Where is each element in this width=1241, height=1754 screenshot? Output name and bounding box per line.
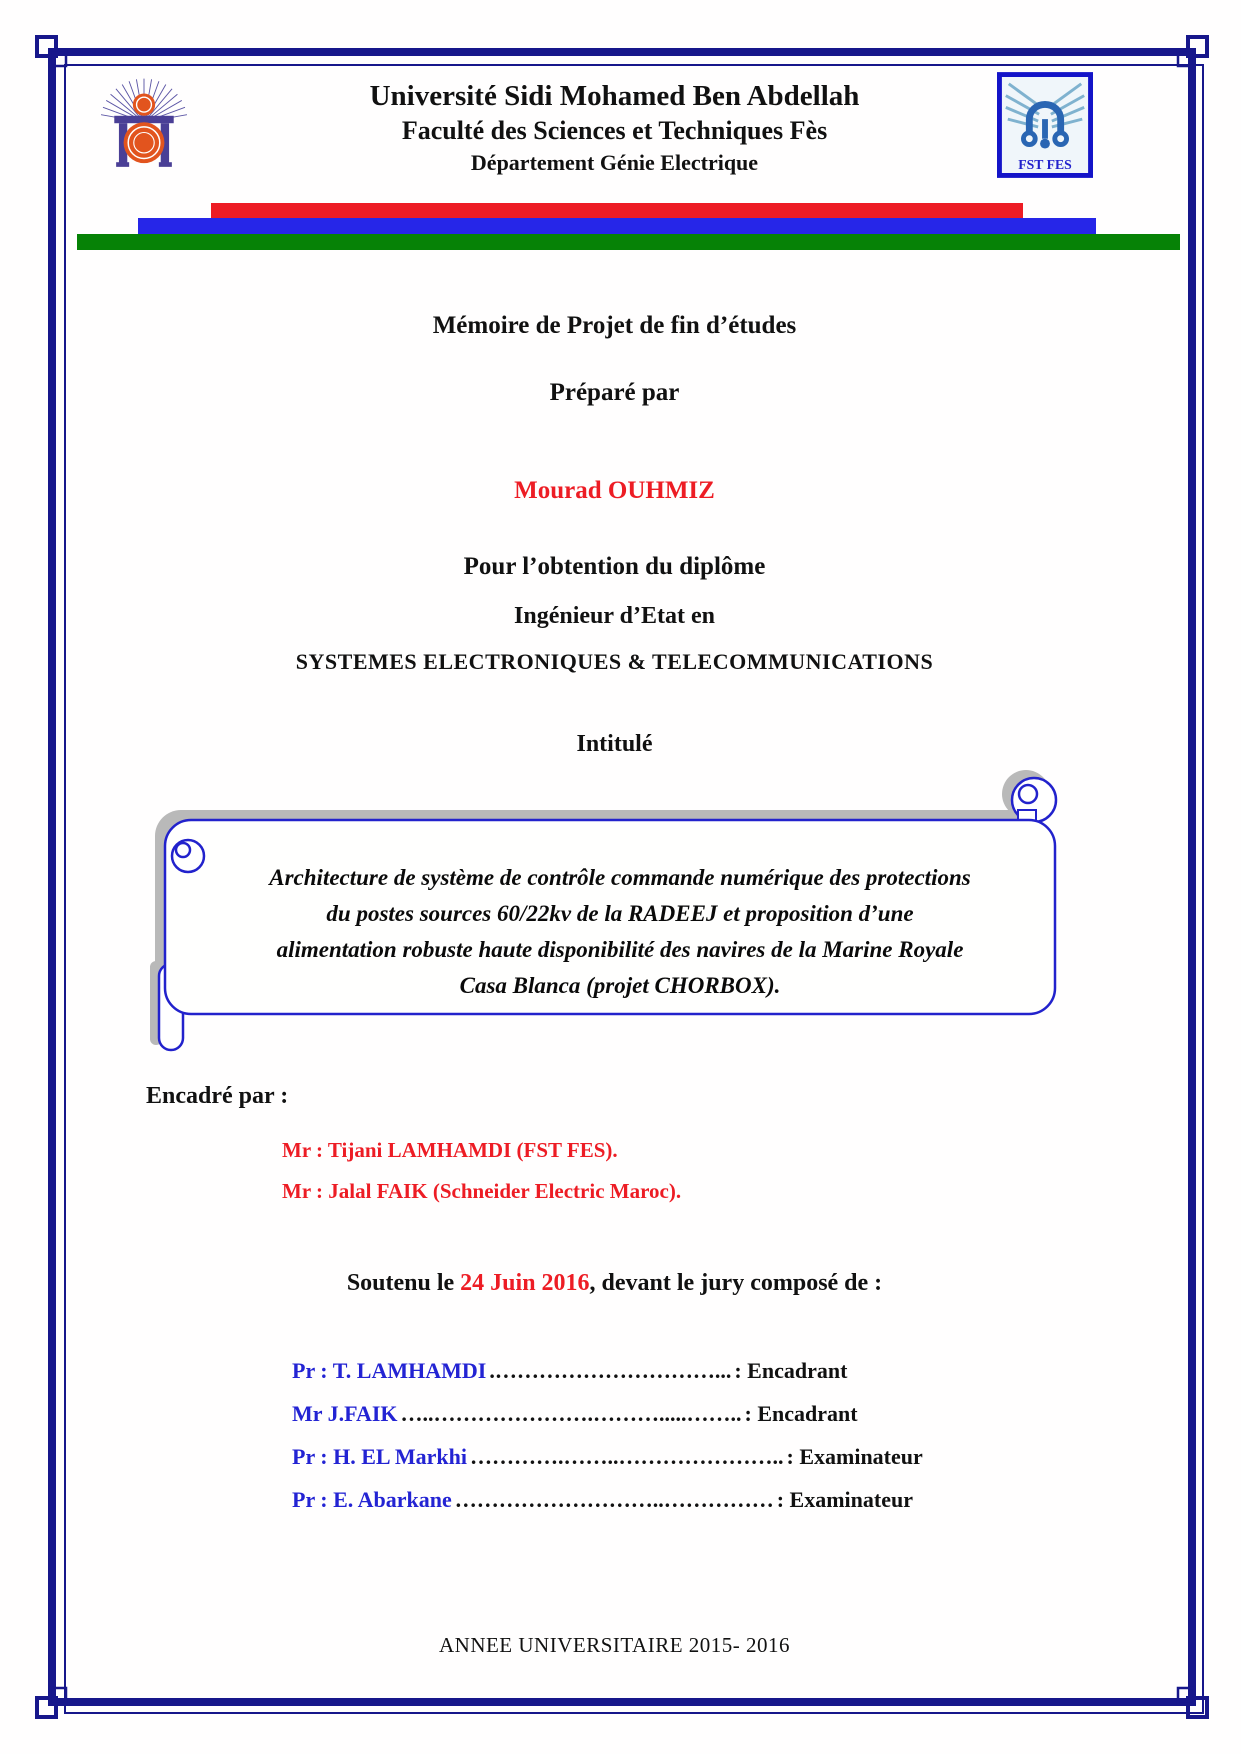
- faculty-name: Faculté des Sciences et Techniques Fès: [401, 116, 828, 145]
- dotted-leader: …..………………….……….....……..: [400, 1401, 742, 1426]
- jury-row: [292, 1401, 923, 1444]
- dotted-leader: ………….……..…………………..: [470, 1444, 784, 1469]
- degree-line: Ingénieur d’Etat en: [514, 603, 715, 629]
- supervised-by-label: Encadré par :: [146, 1083, 289, 1109]
- supervisor-list: [282, 1138, 681, 1220]
- jury-member-name: Mr J.FAIK: [292, 1401, 398, 1426]
- thesis-title: Architecture de système de contrôle commande numérique des protections du postes sources 60/22kv de la RADEEJ et proposition d’une alimentation robuste haute disponibilité des navires de la Marine Royale Casa Blanca (projet CHORBOX).: [269, 865, 971, 998]
- jury-row: [292, 1487, 923, 1530]
- jury-list: [292, 1358, 923, 1530]
- department-name: Département Génie Electrique: [470, 150, 759, 175]
- prepared-by-label: Préparé par: [549, 379, 680, 406]
- green-rule-bar: [77, 234, 1180, 250]
- jury-member-role: : Encadrant: [734, 1358, 848, 1383]
- memoire-title: Mémoire de Projet de fin d’études: [432, 312, 797, 339]
- jury-row: [292, 1358, 923, 1401]
- jury-member-role: : Examinateur: [786, 1444, 923, 1469]
- academic-year-footer: ANNEE UNIVERSITAIRE 2015- 2016: [438, 1633, 791, 1657]
- university-name: Université Sidi Mohamed Ben Abdellah: [369, 80, 860, 112]
- jury-row: [292, 1444, 923, 1487]
- diploma-line: Pour l’obtention du diplôme: [463, 553, 766, 580]
- blue-rule-bar: [138, 218, 1096, 234]
- defense-prefix: Soutenu le: [346, 1270, 461, 1296]
- fst-fes-logo-caption: FST FES: [1018, 157, 1072, 173]
- dotted-leader: .…………………………...: [489, 1358, 732, 1383]
- speciality-line: SYSTEMES ELECTRONIQUES & TELECOMMUNICATIONS: [295, 649, 934, 674]
- jury-member-name: Pr : T. LAMHAMDI: [292, 1358, 487, 1383]
- defense-date: 24 Juin 2016: [460, 1270, 590, 1296]
- dotted-leader: ………………………..……………: [454, 1487, 774, 1512]
- red-rule-bar: [211, 203, 1023, 218]
- border-corner-knot-icon: [35, 35, 69, 69]
- intitule-label: Intitulé: [576, 731, 653, 757]
- jury-member-name: Pr : E. Abarkane: [292, 1487, 452, 1512]
- fst-fes-logo: [997, 72, 1093, 178]
- border-corner-knot-icon: [1175, 35, 1209, 69]
- border-corner-knot-icon: [1175, 1685, 1209, 1719]
- jury-member-name: Pr : H. EL Markhi: [292, 1444, 467, 1469]
- jury-member-role: : Examinateur: [776, 1487, 913, 1512]
- author-name: Mourad OUHMIZ: [514, 477, 715, 504]
- border-corner-knot-icon: [35, 1685, 69, 1719]
- supervisor-item: Mr : Tijani LAMHAMDI (FST FES).: [282, 1138, 618, 1162]
- supervisor-item: Mr : Jalal FAIK (Schneider Electric Maroc).: [282, 1179, 682, 1203]
- jury-member-role: : Encadrant: [744, 1401, 858, 1426]
- defense-suffix: , devant le jury composé de :: [589, 1270, 883, 1296]
- defense-line: [62, 1270, 1167, 1297]
